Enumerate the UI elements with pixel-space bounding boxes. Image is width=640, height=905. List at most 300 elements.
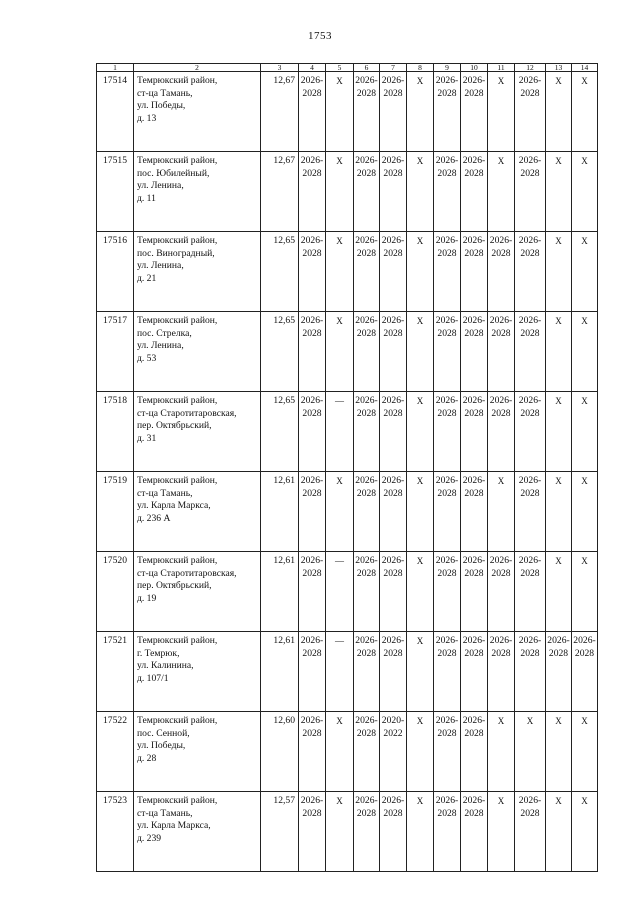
col-header: 9 bbox=[434, 64, 461, 72]
period-line: 2028 bbox=[464, 807, 484, 819]
period-cell bbox=[434, 712, 461, 792]
period-line: 2026- bbox=[381, 555, 405, 566]
cell-mark: Х bbox=[555, 796, 562, 806]
period-line: 2028 bbox=[356, 647, 377, 659]
address-line: ул. Победы, bbox=[137, 740, 186, 751]
address-line: пос. Юбилейный, bbox=[137, 167, 210, 179]
table-row bbox=[97, 72, 598, 152]
address-line: Темрюкский район, bbox=[137, 715, 218, 726]
period-line: 2028 bbox=[548, 647, 569, 659]
period-cell bbox=[546, 472, 572, 552]
period-line: 2028 bbox=[520, 327, 540, 339]
period-line: 2026- bbox=[518, 235, 542, 246]
value-cell: 12,65 bbox=[261, 312, 299, 392]
period-line: 2026- bbox=[381, 75, 405, 86]
period-cell bbox=[299, 152, 326, 232]
cell-mark: Х bbox=[336, 156, 343, 166]
col-header: 6 bbox=[354, 64, 380, 72]
address-cell bbox=[134, 392, 261, 472]
period-line: 2026- bbox=[381, 475, 405, 486]
value-cell: 12,61 bbox=[261, 472, 299, 552]
address-cell bbox=[134, 472, 261, 552]
cell-mark: Х bbox=[416, 156, 424, 166]
cell-mark: Х bbox=[497, 156, 505, 166]
period-line: 2026- bbox=[381, 235, 405, 246]
period-line: 2026- bbox=[300, 555, 324, 566]
period-cell bbox=[488, 712, 515, 792]
period-line: 2026- bbox=[462, 315, 486, 326]
cell-mark: Х bbox=[555, 476, 562, 486]
cell-mark: Х bbox=[497, 796, 505, 806]
period-line: 2028 bbox=[356, 327, 377, 339]
address-line: д. 11 bbox=[137, 192, 156, 204]
address-line: ул. Ленина, bbox=[137, 260, 184, 271]
period-cell bbox=[461, 232, 488, 312]
cell-mark: — bbox=[335, 636, 344, 646]
period-cell bbox=[461, 312, 488, 392]
table-row bbox=[97, 632, 598, 712]
address-line: пер. Октябрьский, bbox=[137, 580, 212, 591]
address-line: д. 53 bbox=[137, 352, 157, 364]
address-line: д. 236 А bbox=[137, 512, 171, 524]
period-cell bbox=[326, 552, 354, 632]
period-cell bbox=[326, 792, 354, 872]
period-cell bbox=[434, 392, 461, 472]
address-cell bbox=[134, 152, 261, 232]
period-cell bbox=[354, 712, 380, 792]
period-line: 2026- bbox=[381, 395, 405, 406]
period-line: 2026- bbox=[489, 395, 513, 406]
period-line: 2028 bbox=[437, 647, 457, 659]
address-line: Темрюкский район, bbox=[137, 475, 218, 486]
period-cell bbox=[572, 632, 598, 712]
period-line: 2026- bbox=[435, 395, 459, 406]
cell-mark: Х bbox=[581, 716, 588, 726]
period-line: 2028 bbox=[437, 247, 457, 259]
row-number: 17516 bbox=[97, 232, 134, 312]
period-line: 2026- bbox=[435, 75, 459, 86]
period-cell bbox=[515, 72, 546, 152]
period-line: 2028 bbox=[520, 487, 540, 499]
period-line: 2028 bbox=[302, 567, 322, 579]
period-line: 2028 bbox=[302, 647, 322, 659]
period-cell bbox=[488, 792, 515, 872]
period-line: 2026- bbox=[381, 155, 405, 166]
period-line: 2026- bbox=[518, 395, 542, 406]
period-line: 2028 bbox=[302, 247, 322, 259]
period-line: 2026- bbox=[355, 795, 378, 806]
period-cell bbox=[434, 312, 461, 392]
period-line: 2026- bbox=[300, 315, 324, 326]
table-body bbox=[97, 64, 598, 872]
cell-mark: Х bbox=[526, 716, 534, 726]
row-number: 17517 bbox=[97, 312, 134, 392]
period-cell bbox=[461, 152, 488, 232]
period-line: 2028 bbox=[302, 167, 322, 179]
period-line: 2028 bbox=[302, 87, 322, 99]
row-number: 17515 bbox=[97, 152, 134, 232]
address-line: Темрюкский район, bbox=[137, 235, 218, 246]
period-line: 2028 bbox=[464, 567, 484, 579]
period-cell bbox=[515, 232, 546, 312]
address-line: ст-ца Тамань, bbox=[137, 487, 193, 499]
period-line: 2026- bbox=[462, 555, 486, 566]
col-header: 11 bbox=[488, 64, 515, 72]
period-cell bbox=[572, 472, 598, 552]
table-row bbox=[97, 232, 598, 312]
period-cell bbox=[434, 552, 461, 632]
period-cell bbox=[380, 552, 407, 632]
period-line: 2026- bbox=[489, 235, 513, 246]
period-line: 2026- bbox=[489, 315, 513, 326]
cell-mark: Х bbox=[555, 396, 562, 406]
col-header: 1 bbox=[97, 64, 134, 72]
period-cell bbox=[354, 232, 380, 312]
col-header: 13 bbox=[546, 64, 572, 72]
period-line: 2026- bbox=[300, 795, 324, 806]
period-line: 2028 bbox=[520, 167, 540, 179]
period-cell bbox=[407, 392, 434, 472]
period-cell bbox=[354, 72, 380, 152]
period-line: 2026- bbox=[462, 155, 486, 166]
address-line: пос. Виноградный, bbox=[137, 247, 215, 259]
cell-mark: Х bbox=[581, 476, 588, 486]
address-cell bbox=[134, 552, 261, 632]
period-line: 2026- bbox=[518, 75, 542, 86]
period-line: 2026- bbox=[300, 155, 324, 166]
period-cell bbox=[515, 712, 546, 792]
period-cell bbox=[299, 792, 326, 872]
cell-mark: Х bbox=[497, 476, 505, 486]
period-cell bbox=[326, 632, 354, 712]
value-cell: 12,65 bbox=[261, 392, 299, 472]
period-cell bbox=[354, 392, 380, 472]
col-header: 14 bbox=[572, 64, 598, 72]
period-line: 2026- bbox=[518, 475, 542, 486]
period-cell bbox=[515, 152, 546, 232]
period-line: 2028 bbox=[437, 807, 457, 819]
period-cell bbox=[407, 632, 434, 712]
period-cell bbox=[488, 552, 515, 632]
period-cell bbox=[488, 472, 515, 552]
period-cell bbox=[407, 712, 434, 792]
period-line: 2028 bbox=[520, 807, 540, 819]
address-line: г. Темрюк, bbox=[137, 647, 180, 659]
period-line: 2028 bbox=[464, 647, 484, 659]
period-cell bbox=[546, 232, 572, 312]
period-cell bbox=[572, 152, 598, 232]
period-line: 2028 bbox=[383, 487, 403, 499]
address-line: Темрюкский район, bbox=[137, 555, 218, 566]
period-line: 2026- bbox=[462, 475, 486, 486]
period-cell bbox=[299, 392, 326, 472]
period-line: 2028 bbox=[520, 247, 540, 259]
row-number: 17514 bbox=[97, 72, 134, 152]
col-header: 3 bbox=[261, 64, 299, 72]
cell-mark: Х bbox=[555, 236, 562, 246]
period-line: 2026- bbox=[381, 795, 405, 806]
period-line: 2028 bbox=[356, 807, 377, 819]
period-line: 2028 bbox=[437, 487, 457, 499]
period-line: 2022 bbox=[383, 727, 403, 739]
cell-mark: Х bbox=[555, 316, 562, 326]
cell-mark: Х bbox=[555, 156, 562, 166]
address-line: ул. Победы, bbox=[137, 100, 186, 111]
period-line: 2026- bbox=[435, 635, 459, 646]
period-line: 2028 bbox=[383, 647, 403, 659]
cell-mark: Х bbox=[581, 156, 588, 166]
period-cell bbox=[407, 232, 434, 312]
period-line: 2026- bbox=[518, 315, 542, 326]
period-line: 2028 bbox=[574, 647, 595, 659]
period-line: 2028 bbox=[437, 567, 457, 579]
cell-mark: Х bbox=[336, 796, 343, 806]
period-cell bbox=[299, 312, 326, 392]
period-cell bbox=[407, 312, 434, 392]
period-cell bbox=[326, 152, 354, 232]
period-cell bbox=[461, 792, 488, 872]
address-line: Темрюкский район, bbox=[137, 635, 218, 646]
period-line: 2026- bbox=[300, 75, 324, 86]
table-row bbox=[97, 792, 598, 872]
period-line: 2028 bbox=[491, 647, 511, 659]
period-cell bbox=[326, 312, 354, 392]
address-line: Темрюкский район, bbox=[137, 795, 218, 806]
period-cell bbox=[380, 152, 407, 232]
cell-mark: — bbox=[335, 396, 344, 406]
period-cell bbox=[572, 712, 598, 792]
value-cell: 12,61 bbox=[261, 632, 299, 712]
period-line: 2026- bbox=[355, 75, 378, 86]
col-header: 8 bbox=[407, 64, 434, 72]
period-line: 2028 bbox=[520, 647, 540, 659]
table-row bbox=[97, 552, 598, 632]
period-line: 2026- bbox=[462, 235, 486, 246]
cell-mark: Х bbox=[416, 556, 424, 566]
period-line: 2028 bbox=[520, 87, 540, 99]
address-cell bbox=[134, 72, 261, 152]
period-cell bbox=[326, 232, 354, 312]
period-cell bbox=[380, 392, 407, 472]
cell-mark: Х bbox=[581, 556, 588, 566]
period-line: 2028 bbox=[464, 407, 484, 419]
period-cell bbox=[515, 312, 546, 392]
period-cell bbox=[461, 712, 488, 792]
period-line: 2028 bbox=[356, 567, 377, 579]
period-cell bbox=[354, 472, 380, 552]
table-row bbox=[97, 712, 598, 792]
table-row bbox=[97, 392, 598, 472]
period-line: 2028 bbox=[356, 407, 377, 419]
period-cell bbox=[515, 632, 546, 712]
period-cell bbox=[434, 232, 461, 312]
cell-mark: Х bbox=[336, 236, 343, 246]
period-cell bbox=[546, 152, 572, 232]
address-line: Темрюкский район, bbox=[137, 155, 218, 166]
cell-mark: Х bbox=[497, 716, 505, 726]
period-line: 2028 bbox=[356, 247, 377, 259]
period-cell bbox=[299, 552, 326, 632]
period-cell bbox=[546, 792, 572, 872]
period-line: 2028 bbox=[464, 487, 484, 499]
period-line: 2028 bbox=[491, 327, 511, 339]
cell-mark: Х bbox=[555, 716, 562, 726]
period-line: 2026- bbox=[300, 475, 324, 486]
period-line: 2026- bbox=[573, 635, 596, 646]
period-cell bbox=[299, 712, 326, 792]
period-line: 2026- bbox=[355, 235, 378, 246]
period-cell bbox=[299, 472, 326, 552]
cell-mark: — bbox=[335, 556, 344, 566]
address-cell bbox=[134, 712, 261, 792]
address-line: пер. Октябрьский, bbox=[137, 420, 212, 431]
address-cell bbox=[134, 232, 261, 312]
address-line: ст-ца Старотитаровская, bbox=[137, 567, 237, 579]
cell-mark: Х bbox=[581, 316, 588, 326]
address-line: д. 107/1 bbox=[137, 672, 169, 684]
period-cell bbox=[380, 632, 407, 712]
period-line: 2026- bbox=[381, 635, 405, 646]
col-header: 7 bbox=[380, 64, 407, 72]
period-line: 2020- bbox=[381, 715, 405, 726]
period-cell bbox=[380, 232, 407, 312]
period-line: 2028 bbox=[302, 327, 322, 339]
period-line: 2028 bbox=[356, 487, 377, 499]
row-number: 17523 bbox=[97, 792, 134, 872]
register-table bbox=[96, 63, 598, 872]
period-line: 2026- bbox=[355, 475, 378, 486]
row-number: 17519 bbox=[97, 472, 134, 552]
period-cell bbox=[407, 152, 434, 232]
cell-mark: Х bbox=[416, 76, 424, 86]
table-row bbox=[97, 152, 598, 232]
period-cell bbox=[326, 472, 354, 552]
col-header: 2 bbox=[134, 64, 261, 72]
cell-mark: Х bbox=[416, 316, 424, 326]
period-cell bbox=[354, 632, 380, 712]
period-cell bbox=[488, 312, 515, 392]
address-line: ул. Ленина, bbox=[137, 180, 184, 191]
period-cell bbox=[326, 72, 354, 152]
cell-mark: Х bbox=[416, 236, 424, 246]
period-line: 2028 bbox=[302, 407, 322, 419]
address-line: ст-ца Старотитаровская, bbox=[137, 407, 237, 419]
period-line: 2026- bbox=[435, 475, 459, 486]
period-cell bbox=[546, 632, 572, 712]
cell-mark: Х bbox=[416, 396, 424, 406]
cell-mark: Х bbox=[581, 76, 588, 86]
row-number: 17518 bbox=[97, 392, 134, 472]
address-cell bbox=[134, 312, 261, 392]
period-cell bbox=[380, 72, 407, 152]
value-cell: 12,60 bbox=[261, 712, 299, 792]
period-cell bbox=[407, 472, 434, 552]
period-line: 2026- bbox=[435, 235, 459, 246]
period-line: 2028 bbox=[520, 567, 540, 579]
period-cell bbox=[515, 552, 546, 632]
period-line: 2028 bbox=[491, 407, 511, 419]
col-header: 12 bbox=[515, 64, 546, 72]
period-cell bbox=[461, 472, 488, 552]
period-cell bbox=[380, 312, 407, 392]
period-line: 2028 bbox=[464, 247, 484, 259]
period-line: 2028 bbox=[491, 567, 511, 579]
value-cell: 12,67 bbox=[261, 72, 299, 152]
period-cell bbox=[488, 232, 515, 312]
period-line: 2026- bbox=[462, 715, 486, 726]
row-number: 17521 bbox=[97, 632, 134, 712]
period-cell bbox=[354, 552, 380, 632]
period-line: 2028 bbox=[520, 407, 540, 419]
period-cell bbox=[354, 152, 380, 232]
period-cell bbox=[407, 792, 434, 872]
period-line: 2026- bbox=[435, 555, 459, 566]
period-line: 2028 bbox=[383, 567, 403, 579]
address-line: Темрюкский район, bbox=[137, 395, 218, 406]
period-line: 2028 bbox=[356, 167, 377, 179]
period-line: 2026- bbox=[462, 395, 486, 406]
period-cell bbox=[546, 392, 572, 472]
cell-mark: Х bbox=[336, 76, 343, 86]
address-line: д. 19 bbox=[137, 592, 157, 604]
period-cell bbox=[546, 72, 572, 152]
period-line: 2026- bbox=[355, 715, 378, 726]
address-cell bbox=[134, 792, 261, 872]
period-line: 2026- bbox=[489, 555, 513, 566]
period-line: 2026- bbox=[300, 395, 324, 406]
period-line: 2028 bbox=[437, 327, 457, 339]
period-line: 2028 bbox=[383, 407, 403, 419]
period-line: 2026- bbox=[435, 155, 459, 166]
period-line: 2026- bbox=[518, 155, 542, 166]
address-line: ул. Карла Маркса, bbox=[137, 820, 211, 831]
period-cell bbox=[434, 472, 461, 552]
period-line: 2026- bbox=[518, 555, 542, 566]
cell-mark: Х bbox=[555, 556, 562, 566]
period-line: 2026- bbox=[435, 795, 459, 806]
period-cell bbox=[380, 472, 407, 552]
address-line: ул. Карла Маркса, bbox=[137, 500, 211, 511]
period-line: 2026- bbox=[435, 715, 459, 726]
period-cell bbox=[488, 632, 515, 712]
period-line: 2026- bbox=[300, 235, 324, 246]
address-line: пос. Сенной, bbox=[137, 727, 190, 739]
address-line: д. 13 bbox=[137, 112, 157, 124]
period-cell bbox=[488, 152, 515, 232]
cell-mark: Х bbox=[497, 76, 505, 86]
period-cell bbox=[326, 392, 354, 472]
period-cell bbox=[546, 712, 572, 792]
address-line: д. 28 bbox=[137, 752, 157, 764]
period-cell bbox=[515, 792, 546, 872]
address-line: ул. Калинина, bbox=[137, 660, 194, 671]
period-cell bbox=[380, 712, 407, 792]
period-cell bbox=[354, 792, 380, 872]
period-cell bbox=[407, 552, 434, 632]
period-cell bbox=[380, 792, 407, 872]
period-line: 2026- bbox=[547, 635, 570, 646]
address-cell bbox=[134, 632, 261, 712]
period-line: 2028 bbox=[464, 87, 484, 99]
period-line: 2028 bbox=[437, 407, 457, 419]
cell-mark: Х bbox=[416, 796, 424, 806]
period-cell bbox=[299, 632, 326, 712]
column-number-row bbox=[97, 64, 598, 72]
period-cell bbox=[326, 712, 354, 792]
cell-mark: Х bbox=[581, 396, 588, 406]
period-line: 2026- bbox=[435, 315, 459, 326]
period-line: 2026- bbox=[381, 315, 405, 326]
